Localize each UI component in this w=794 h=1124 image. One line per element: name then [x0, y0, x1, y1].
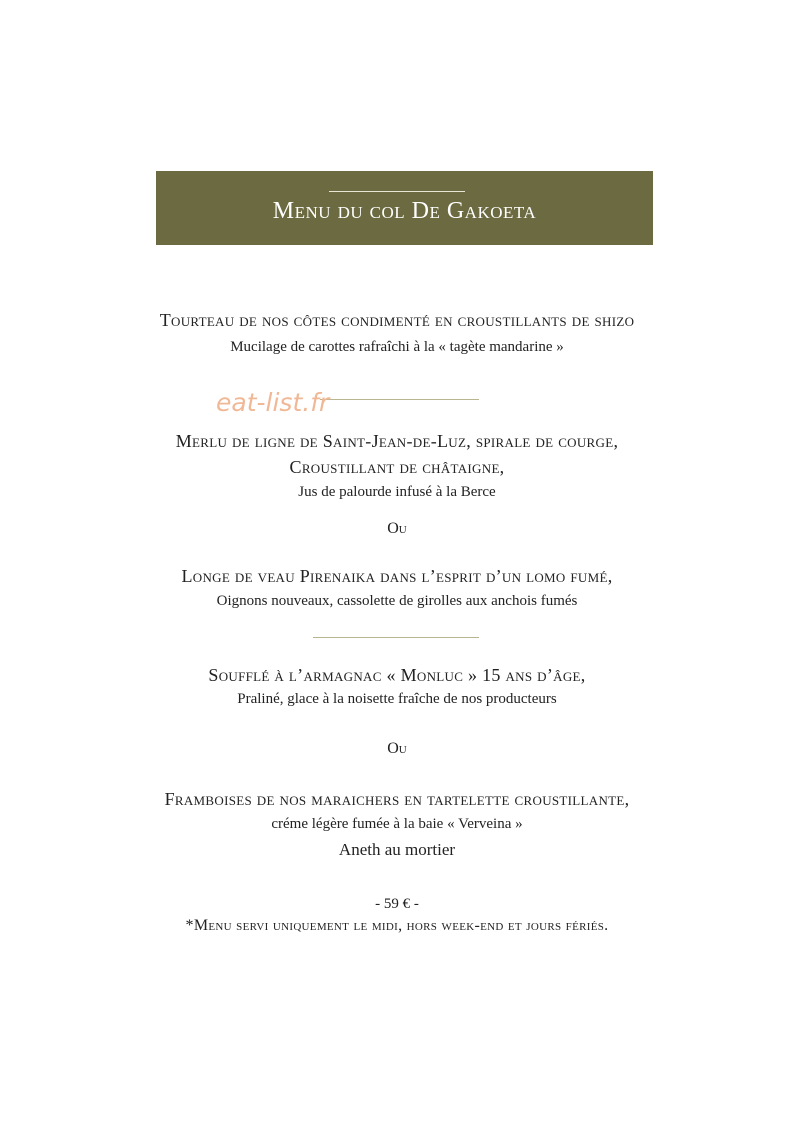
course2-option1-description: Jus de palourde infusé à la Berce [298, 484, 496, 500]
course3-or-label: Ou [387, 740, 407, 757]
menu-title: Menu du col De Gakoeta [272, 198, 537, 224]
watermark-logo: eat-list.fr [216, 388, 330, 417]
menu-availability-note: *Menu servi uniquement le midi, hors week-end et jours fériés. [185, 917, 609, 934]
course2-option1-dish-line1: Merlu de ligne de Saint-Jean-de-Luz, spirale de courge, [175, 431, 619, 451]
course2-option2-dish: Longe de veau Pirenaika dans l’esprit d’un lomo fumé, [181, 566, 613, 586]
course3-option1-dish: Soufflé à l’armagnac « Monluc » 15 ans d’âge, [208, 665, 586, 685]
section-divider-1 [320, 399, 479, 400]
course3-option1-description: Praliné, glace à la noisette fraîche de nos producteurs [237, 691, 557, 707]
course3-option2-description-line2: Aneth au mortier [338, 840, 456, 859]
menu-price: - 59 € - [375, 896, 419, 912]
course3-option2-description-line1: créme légère fumée à la baie « Verveina » [271, 816, 523, 832]
menu-header-band [156, 171, 653, 245]
course3-option2-dish: Framboises de nos maraichers en tartelette croustillante, [164, 789, 630, 809]
course2-option2-description: Oignons nouveaux, cassolette de girolles aux anchois fumés [216, 593, 578, 609]
course2-or-label: Ou [387, 520, 407, 537]
course1-dish: Tourteau de nos côtes condimenté en croustillants de shizo [159, 310, 635, 330]
section-divider-2 [313, 637, 479, 638]
course1-description: Mucilage de carottes rafraîchi à la « tagète mandarine » [230, 339, 564, 355]
header-top-rule [329, 191, 465, 192]
course2-option1-dish-line2: Croustillant de châtaigne, [289, 457, 505, 477]
